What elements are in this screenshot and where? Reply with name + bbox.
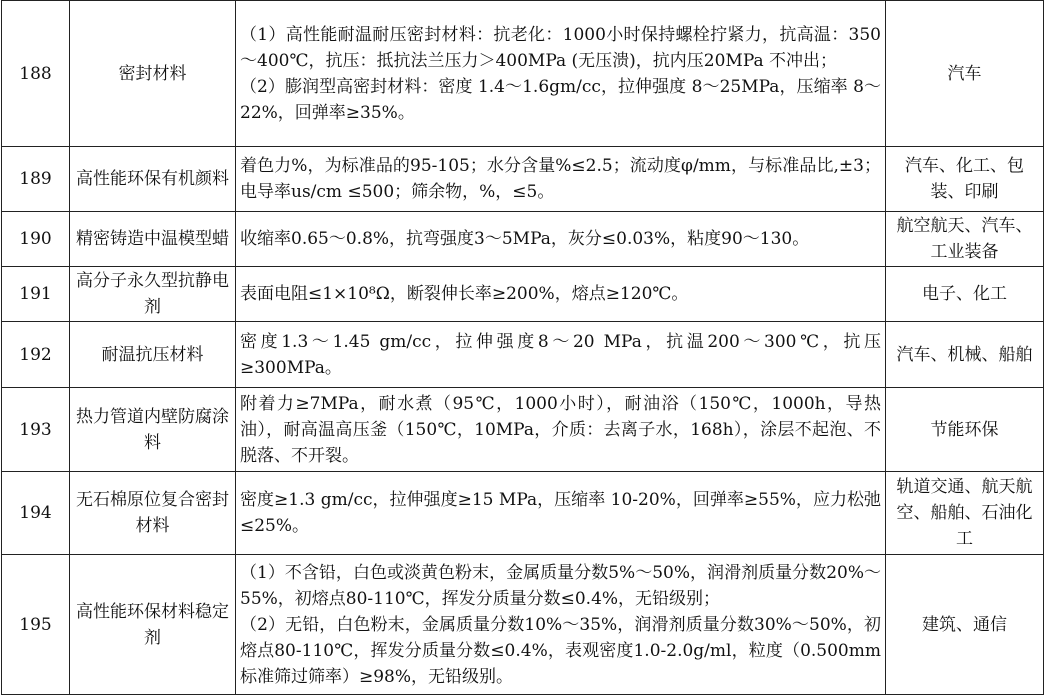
spec-paragraph: （1）高性能耐温耐压密封材料：抗老化：1000小时保持螺栓拧紧力，抗高温：350～400℃，抗压：抵抗法兰压力＞400MPa (无压溃)，抗内压20MPa 不冲出；	[240, 24, 881, 71]
material-name: 高分子永久型抗静电剂	[70, 267, 236, 322]
specification	[236, 147, 886, 212]
spec-paragraph: 收缩率0.65～0.8%，抗弯强度3～5MPa，灰分≤0.03%，粘度90～130。	[240, 229, 810, 249]
spec-paragraph: 附着力≥7MPa，耐水煮（95℃，1000小时），耐油浴（150℃，1000h，导热油），耐高温高压釜（150℃，10MPa，介质：去离子水，168h），涂层不起泡、不脱落、不开裂。	[240, 393, 881, 466]
specification	[236, 555, 886, 695]
spec-paragraph: 着色力%，为标准品的95-105；水分含量%≤2.5；流动度φ/mm，与标准品比,±3；电导率us/cm ≤500；筛余物，%，≤5。	[240, 156, 881, 202]
application-field: 电子、化工	[886, 267, 1044, 322]
table-row	[2, 212, 1044, 267]
specification	[236, 472, 886, 555]
row-number: 188	[2, 1, 70, 147]
spec-paragraph: 表面电阻≤1×10⁸Ω，断裂伸长率≥200%，熔点≥120℃。	[240, 284, 689, 304]
application-field: 汽车	[886, 1, 1044, 147]
spec-paragraph: （2）无铅，白色粉末，金属质量分数10%～35%，润滑剂质量分数30%～50%，初熔点80-110℃，挥发分质量分数≤0.4%，表观密度1.0-2.0g/ml，粒度（0.500mm标准筛过筛率）≥98%，无铅级别。	[240, 614, 881, 687]
specification	[236, 322, 886, 388]
table-row	[2, 472, 1044, 555]
table-row	[2, 147, 1044, 212]
material-name: 耐温抗压材料	[70, 322, 236, 388]
row-number: 192	[2, 322, 70, 388]
specification	[236, 1, 886, 147]
row-number: 193	[2, 388, 70, 472]
application-field: 建筑、通信	[886, 555, 1044, 695]
row-number: 191	[2, 267, 70, 322]
table-row	[2, 322, 1044, 388]
application-field: 汽车、机械、船舶	[886, 322, 1044, 388]
material-name: 热力管道内壁防腐涂料	[70, 388, 236, 472]
row-number: 190	[2, 212, 70, 267]
specification	[236, 267, 886, 322]
material-name: 无石棉原位复合密封材料	[70, 472, 236, 555]
spec-paragraph: 密度1.3～1.45 gm/cc，拉伸强度8～20 MPa，抗温200～300℃，抗压≥300MPa。	[240, 331, 881, 378]
spec-paragraph: （1）不含铅，白色或淡黄色粉末，金属质量分数5%～50%，润滑剂质量分数20%～55%，初熔点80-110℃，挥发分质量分数≤0.4%，无铅级别；	[240, 562, 881, 609]
specification	[236, 388, 886, 472]
spec-paragraph: （2）膨润型高密封材料：密度 1.4～1.6gm/cc，拉伸强度 8～25MPa，压缩率 8～22%，回弹率≥35%。	[240, 76, 881, 123]
material-name: 高性能环保有机颜料	[70, 147, 236, 212]
material-name: 高性能环保材料稳定剂	[70, 555, 236, 695]
application-field: 汽车、化工、包装、印刷	[886, 147, 1044, 212]
materials-table	[1, 0, 1044, 695]
row-number: 194	[2, 472, 70, 555]
spec-paragraph: 密度≥1.3 gm/cc，拉伸强度≥15 MPa，压缩率 10-20%，回弹率≥55%，应力松弛≤25%。	[240, 490, 881, 536]
material-name: 密封材料	[70, 1, 236, 147]
table-row	[2, 1, 1044, 147]
application-field: 节能环保	[886, 388, 1044, 472]
table-row	[2, 267, 1044, 322]
application-field: 航空航天、汽车、工业装备	[886, 212, 1044, 267]
row-number: 195	[2, 555, 70, 695]
table-row	[2, 388, 1044, 472]
row-number: 189	[2, 147, 70, 212]
material-name: 精密铸造中温模型蜡	[70, 212, 236, 267]
specification	[236, 212, 886, 267]
application-field: 轨道交通、航天航空、船舶、石油化工	[886, 472, 1044, 555]
table-row	[2, 555, 1044, 695]
